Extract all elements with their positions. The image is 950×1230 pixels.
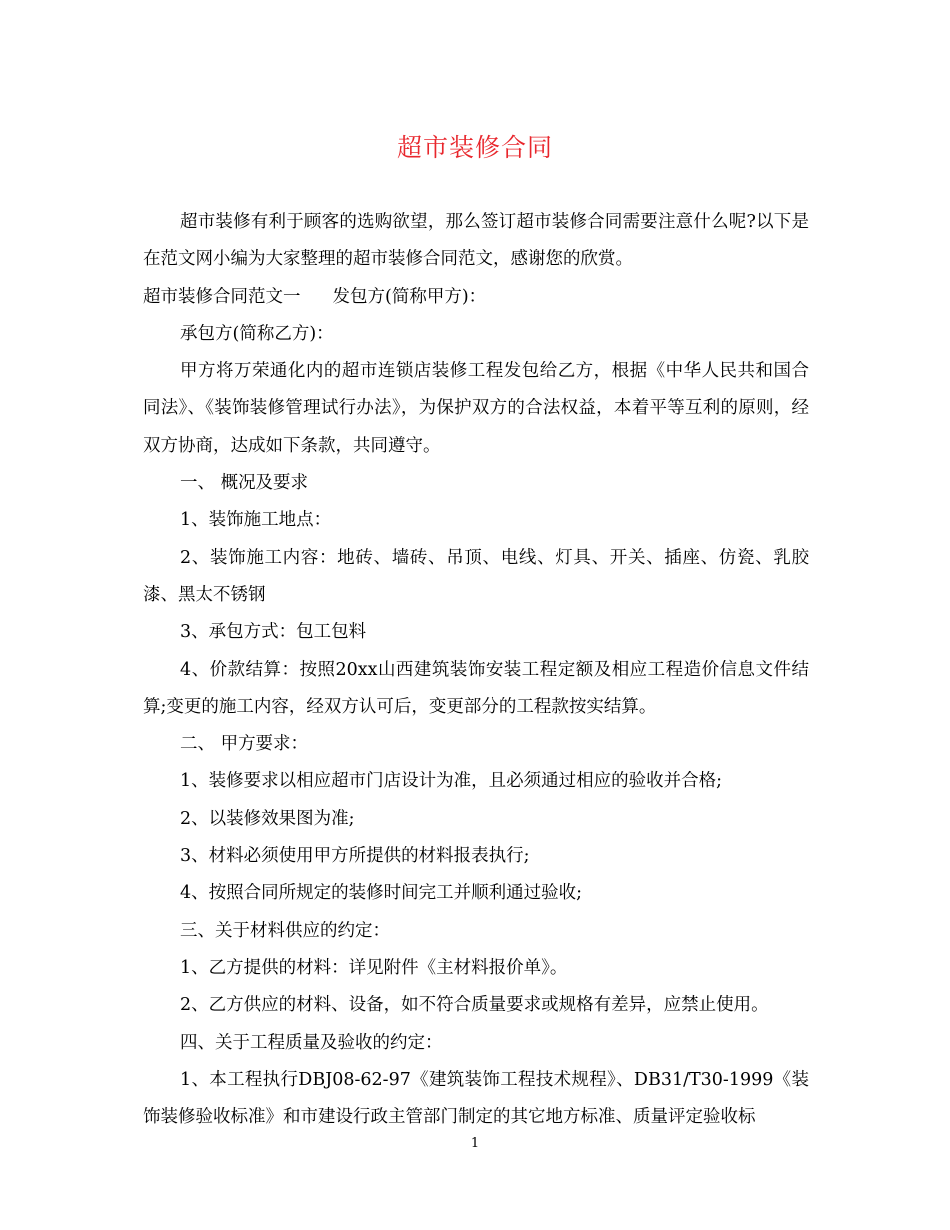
preamble-paragraph: 甲方将万荣通化内的超市连锁店装修工程发包给乙方，根据《中华人民共和国合同法》、《装饰装修管理试行办法》，为保护双方的合法权益，本着平等互利的原则，经双方协商，达成如下条款，共同遵守。 bbox=[143, 361, 809, 456]
sample-heading: 超市装修合同范文一 bbox=[143, 286, 301, 307]
document-body bbox=[143, 204, 809, 1136]
clause-item: 2、乙方供应的材料、设备，如不符合质量要求或规格有差异，应禁止使用。 bbox=[180, 995, 769, 1016]
clause-item: 1、装修要求以相应超市门店设计为准，且必须通过相应的验收并合格; bbox=[180, 771, 723, 792]
section-heading: 四、关于工程质量及验收的约定： bbox=[180, 1032, 443, 1053]
clause-item: 2、以装修效果图为准; bbox=[180, 808, 355, 829]
section-heading: 三、关于材料供应的约定： bbox=[180, 920, 390, 941]
party-a-label: 发包方(简称甲方)： bbox=[332, 286, 487, 307]
clause-item: 3、材料必须使用甲方所提供的材料报表执行; bbox=[180, 846, 530, 867]
section-heading: 一、 概况及要求 bbox=[180, 473, 309, 494]
party-b-label: 承包方(简称乙方)： bbox=[180, 323, 334, 344]
section-heading: 二、 甲方要求： bbox=[180, 734, 309, 755]
clause-item: 1、乙方提供的材料：详见附件《主材料报价单》。 bbox=[180, 957, 568, 978]
document-title: 超市装修合同 bbox=[396, 133, 553, 162]
intro-paragraph: 超市装修有利于顾客的选购欲望，那么签订超市装修合同需要注意什么呢?以下是在范文网小编为大家整理的超市装修合同范文，感谢您的欣赏。 bbox=[143, 212, 809, 270]
clause-item: 1、本工程执行DBJ08-62-97《建筑装饰工程技术规程》、DB31/T30-1999《装饰装修验收标准》和市建设行政主管部门制定的其它地方标准、质量评定验收标 bbox=[143, 1069, 809, 1128]
clause-item: 3、承包方式：包工包料 bbox=[180, 622, 367, 643]
clause-item: 4、价款结算：按照20xx山西建筑装饰安装工程定额及相应工程造价信息文件结算;变更的施工内容，经双方认可后，变更部分的工程款按实结算。 bbox=[143, 659, 809, 717]
clause-item: 4、按照合同所规定的装修时间完工并顺利通过验收; bbox=[180, 883, 583, 904]
clause-item: 2、装饰施工内容：地砖、墙砖、吊顶、电线、灯具、开关、插座、仿瓷、乳胶漆、黑太不锈钢 bbox=[143, 547, 809, 605]
clause-item: 1、装饰施工地点： bbox=[180, 510, 332, 531]
page-number: 1 bbox=[470, 1136, 480, 1151]
sample-heading-line bbox=[143, 279, 809, 316]
